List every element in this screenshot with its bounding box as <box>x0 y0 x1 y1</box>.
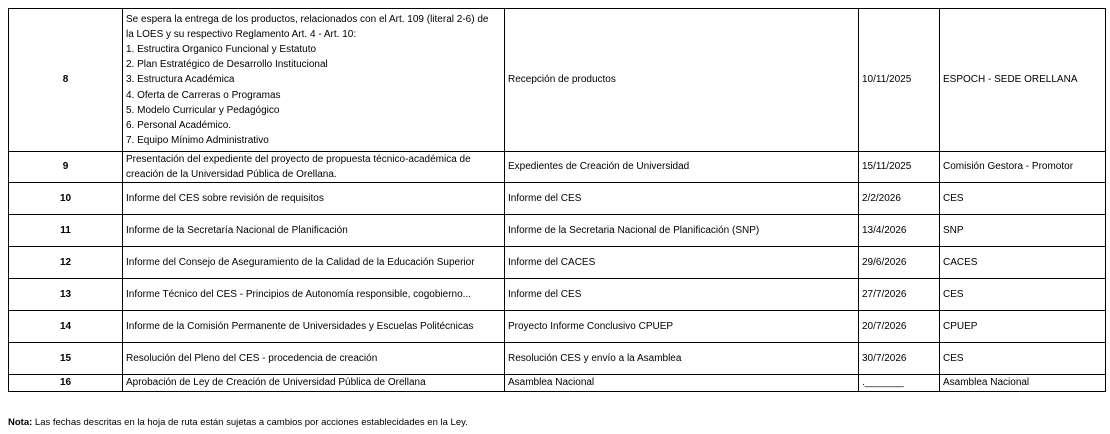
date-cell: 20/7/2026 <box>859 311 940 343</box>
footnote-text: Las fechas descritas en la hoja de ruta están sujetas a cambios por acciones establecidades en la Ley. <box>32 417 468 428</box>
description-cell <box>123 215 505 247</box>
responsible-cell: CACES <box>940 247 1106 279</box>
roadmap-table <box>8 8 1106 392</box>
table-row <box>9 215 1106 247</box>
description-cell <box>123 311 505 343</box>
table-row <box>9 152 1106 183</box>
responsible-cell: CES <box>940 343 1106 375</box>
footnote <box>8 417 468 428</box>
step-number-cell: 14 <box>9 311 123 343</box>
description-line: 5. Modelo Curricular y Pedagógico <box>126 104 280 116</box>
description-line: 7. Equipo Mínimo Administrativo <box>126 135 269 147</box>
roadmap-table-body <box>9 9 1106 392</box>
table-row <box>9 375 1106 392</box>
step-number-cell: 15 <box>9 343 123 375</box>
description-cell <box>123 152 505 183</box>
step-number-cell: 9 <box>9 152 123 183</box>
date-cell: 2/2/2026 <box>859 183 940 215</box>
description-line: 6. Personal Académico. <box>126 120 232 131</box>
responsible-cell: CPUEP <box>940 311 1106 343</box>
step-number-cell: 11 <box>9 215 123 247</box>
product-cell: Asamblea Nacional <box>505 375 859 392</box>
description-cell <box>123 183 505 215</box>
table-row <box>9 343 1106 375</box>
date-cell: 13/4/2026 <box>859 215 940 247</box>
description-cell <box>123 375 505 392</box>
step-number-cell: 8 <box>9 9 123 152</box>
responsible-cell: SNP <box>940 215 1106 247</box>
product-cell: Informe de la Secretaria Nacional de Planificación (SNP) <box>505 215 859 247</box>
description-line: 4. Oferta de Carreras o Programas <box>126 89 281 101</box>
description-line: 2. Plan Estratégico de Desarrollo Institucional <box>126 59 328 71</box>
product-cell: Expedientes de Creación de Universidad <box>505 152 859 183</box>
description-line: Se espera la entrega de los productos, relacionados con el Art. 109 (literal 2-6) de <box>126 13 489 25</box>
date-cell: 27/7/2026 <box>859 279 940 311</box>
step-number-cell: 10 <box>9 183 123 215</box>
responsible-cell: CES <box>940 183 1106 215</box>
table-row <box>9 9 1106 152</box>
description-cell <box>123 343 505 375</box>
description-line: 1. Estructira Organico Funcional y Estatuto <box>126 43 317 55</box>
table-row <box>9 183 1106 215</box>
table-row <box>9 279 1106 311</box>
step-number-cell: 13 <box>9 279 123 311</box>
product-cell: Informe del CES <box>505 183 859 215</box>
description-line: Informe del Consejo de Aseguramiento de la Calidad de la Educación Superior <box>126 257 475 269</box>
date-cell: 30/7/2026 <box>859 343 940 375</box>
footnote-label: Nota: <box>8 417 33 428</box>
step-number-cell: 16 <box>9 375 123 392</box>
table-row <box>9 247 1106 279</box>
description-cell <box>123 247 505 279</box>
description-line: Informe del CES sobre revisión de requisitos <box>126 193 324 205</box>
description-line: 3. Estructura Académica <box>126 74 235 86</box>
date-cell: 10/11/2025 <box>859 9 940 152</box>
table-row <box>9 311 1106 343</box>
description-line: Informe de la Secretaría Nacional de Planificación <box>126 225 348 237</box>
description-line: Informe Técnico del CES - Principios de Autonomía responsible, cogobierno... <box>126 289 471 301</box>
date-cell: 15/11/2025 <box>859 152 940 183</box>
product-cell: Resolución CES y envío a la Asamblea <box>505 343 859 375</box>
product-cell: Proyecto Informe Conclusivo CPUEP <box>505 311 859 343</box>
responsible-cell: Comisión Gestora - Promotor <box>940 152 1106 183</box>
description-line: la LOES y su respectivo Reglamento Art. 4 - Art. 10: <box>126 28 357 40</box>
description-line: Presentación del expediente del proyecto de propuesta técnico-académica de <box>126 154 471 165</box>
description-cell <box>123 9 505 152</box>
responsible-cell: CES <box>940 279 1106 311</box>
date-cell: 29/6/2026 <box>859 247 940 279</box>
product-cell: Informe del CES <box>505 279 859 311</box>
description-cell <box>123 279 505 311</box>
description-line: Resolución del Pleno del CES - procedencia de creación <box>126 353 378 365</box>
product-cell: Recepción de productos <box>505 9 859 152</box>
product-cell: Informe del CACES <box>505 247 859 279</box>
responsible-cell: ESPOCH - SEDE ORELLANA <box>940 9 1106 152</box>
date-cell: ._______ <box>859 375 940 392</box>
step-number-cell: 12 <box>9 247 123 279</box>
responsible-cell: Asamblea Nacional <box>940 375 1106 392</box>
description-line: Aprobación de Ley de Creación de Universidad Pública de Orellana <box>126 377 426 389</box>
description-line: creación de la Universidad Pública de Orellana. <box>126 169 337 181</box>
description-line: Informe de la Comisión Permanente de Universidades y Escuelas Politécnicas <box>126 321 474 333</box>
